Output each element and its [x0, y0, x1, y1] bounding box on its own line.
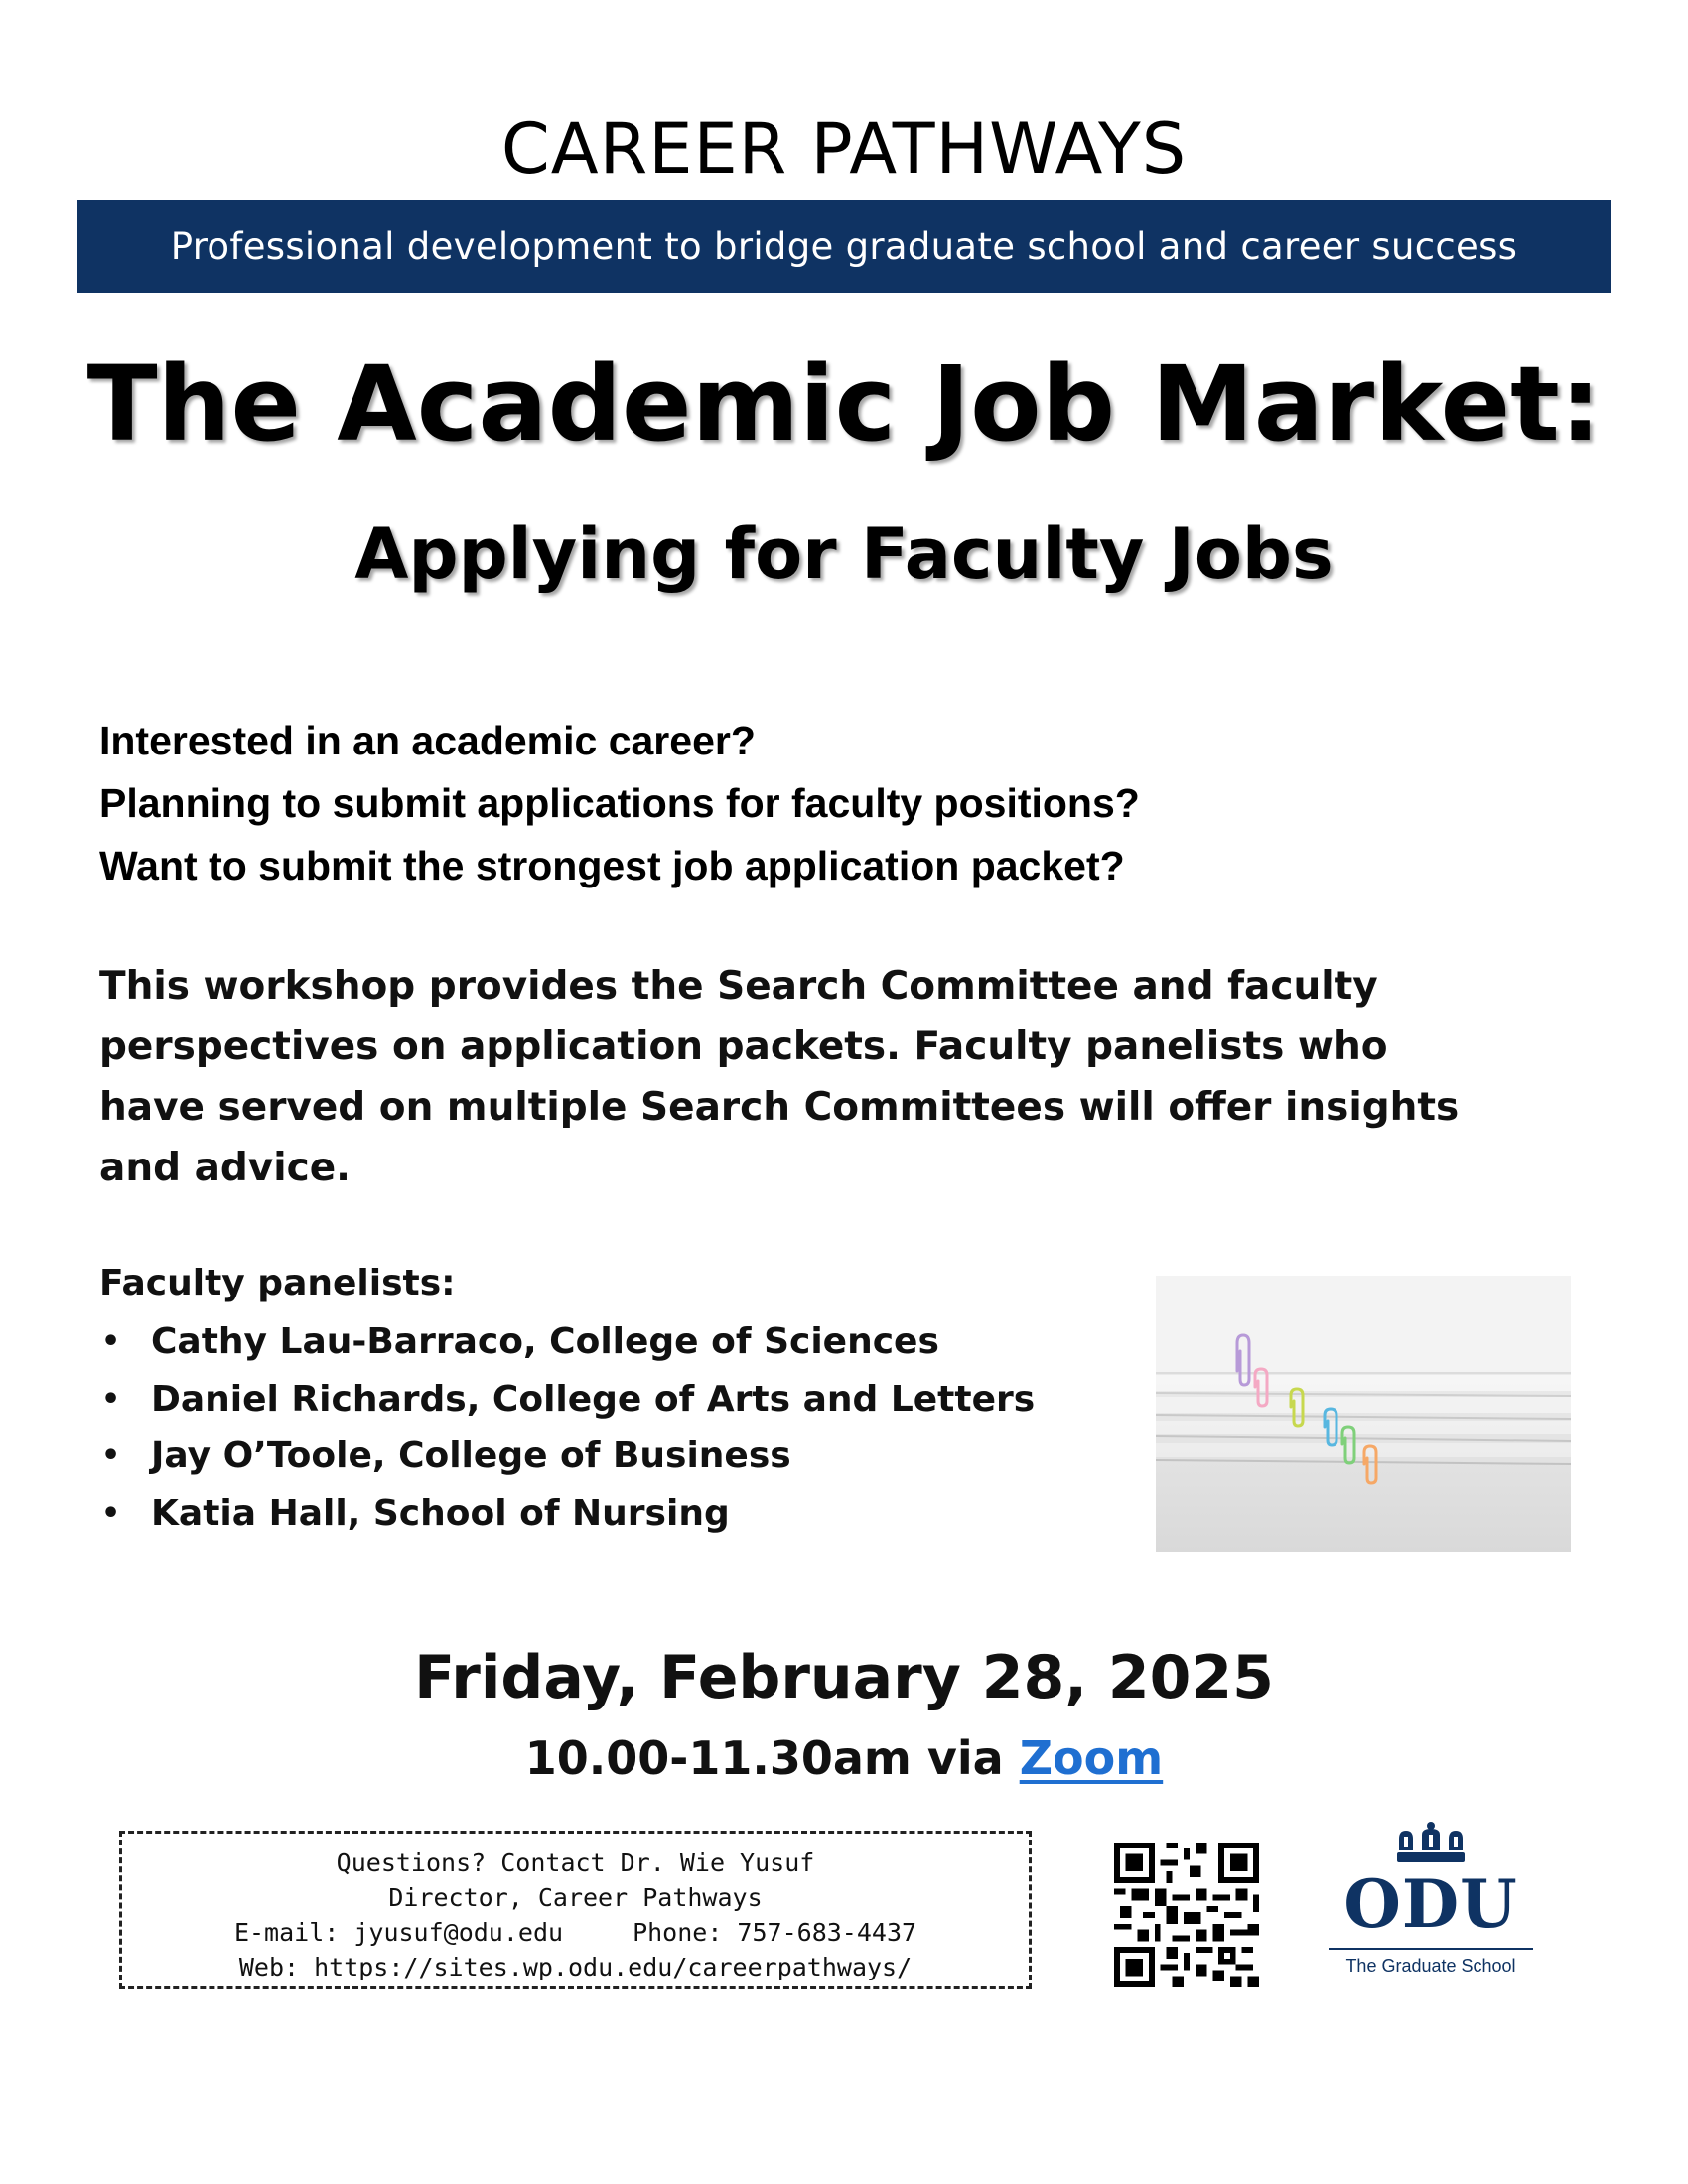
bullet-icon: •	[101, 1438, 121, 1473]
intro-questions	[99, 710, 1589, 897]
qr-code-graphic	[1114, 1843, 1259, 1987]
description-line: This workshop provides the Search Committee and faculty	[99, 964, 1378, 1009]
workshop-title: The Academic Job Market:	[86, 343, 1602, 465]
panelist-name: Daniel Richards, College of Arts and Letters	[151, 1378, 1036, 1420]
contact-email-phone	[122, 1915, 1029, 1950]
description-line: and advice.	[99, 1146, 351, 1190]
panelist-name: Cathy Lau-Barraco, College of Sciences	[151, 1321, 939, 1362]
workshop-description	[99, 956, 1609, 1198]
graduate-school-label: The Graduate School	[1345, 1956, 1516, 1976]
tagline-text: Professional development to bridge graduate school and career success	[170, 224, 1518, 268]
odu-logo	[1321, 1809, 1541, 1997]
workshop-subtitle: Applying for Faculty Jobs	[354, 513, 1334, 595]
panelist-item	[99, 1485, 1142, 1543]
event-date: Friday, February 28, 2025	[414, 1643, 1274, 1712]
contact-phone: Phone: 757-683-4437	[633, 1918, 917, 1947]
panelist-name: Katia Hall, School of Nursing	[151, 1492, 730, 1534]
bullet-icon: •	[101, 1381, 121, 1417]
description-line: perspectives on application packets. Faculty panelists who	[99, 1024, 1388, 1069]
description-line: have served on multiple Search Committees will offer insights	[99, 1085, 1460, 1130]
event-time: 10.00-11.30am via	[524, 1731, 1020, 1785]
zoom-link[interactable]: Zoom	[1019, 1731, 1164, 1785]
tagline-banner	[77, 200, 1611, 293]
crown-icon	[1393, 1821, 1469, 1866]
contact-email[interactable]: E-mail: jyusuf@odu.edu	[233, 1918, 564, 1947]
panelist-item	[99, 1428, 1142, 1485]
logo-divider	[1329, 1948, 1533, 1950]
panelist-name: Jay O’Toole, College of Business	[151, 1435, 791, 1476]
question-line: Want to submit the strongest job application packet?	[99, 843, 1125, 888]
contact-box	[119, 1831, 1032, 1989]
paperclips-photo	[1156, 1276, 1571, 1552]
series-title: CAREER PATHWAYS	[500, 108, 1188, 190]
panelist-item	[99, 1371, 1142, 1429]
bullet-icon: •	[101, 1495, 121, 1531]
contact-web[interactable]: Web: https://sites.wp.odu.edu/careerpathways/	[238, 1953, 913, 1981]
panelists-list	[99, 1313, 1142, 1542]
event-time-line	[0, 1727, 1688, 1789]
contact-line: Questions? Contact Dr. Wie Yusuf	[336, 1848, 815, 1877]
paperclips-illustration	[1156, 1276, 1571, 1552]
question-line: Planning to submit applications for faculty positions?	[99, 780, 1140, 826]
panelists-heading: Faculty panelists:	[99, 1263, 456, 1303]
contact-title: Director, Career Pathways	[388, 1883, 763, 1912]
odu-wordmark: ODU	[1343, 1865, 1518, 1943]
qr-code-icon[interactable]	[1114, 1843, 1259, 1987]
panelist-item	[99, 1313, 1142, 1371]
bullet-icon: •	[101, 1324, 121, 1359]
question-line: Interested in an academic career?	[99, 718, 756, 763]
